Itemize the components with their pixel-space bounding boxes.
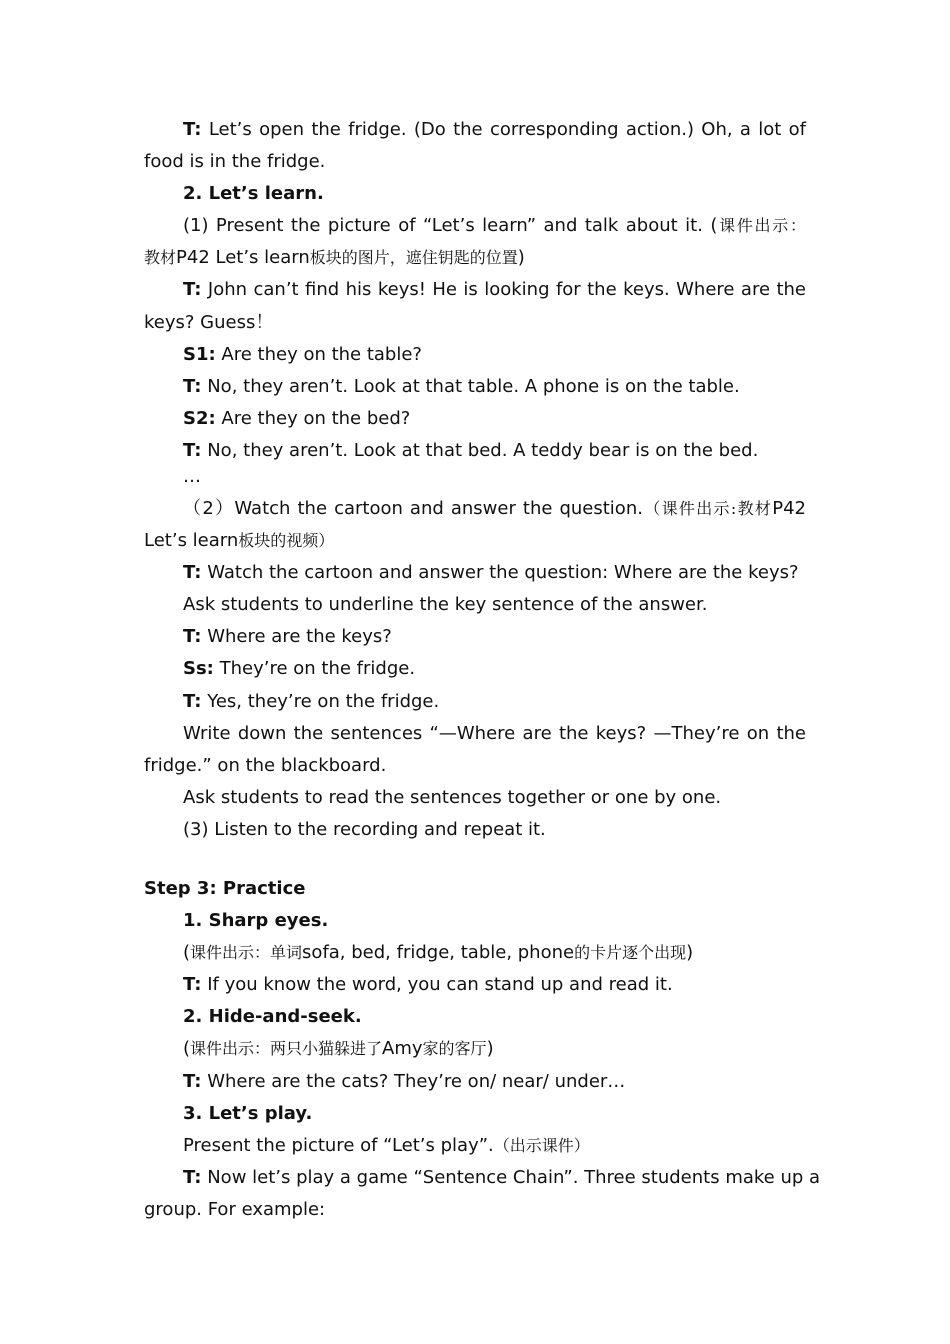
line-text-chinese: 板块的视频） [238, 531, 335, 550]
line-text: P42 [772, 498, 806, 519]
text-line [183, 1070, 806, 1094]
speaker-label: T: [183, 119, 202, 140]
line-text: ) [517, 247, 525, 268]
line-text: Ask students to underline the key sentence of the answer. [183, 594, 708, 615]
section-heading: 3. Let’s play. [183, 1103, 313, 1124]
text-line [183, 657, 806, 681]
speaker-label: Ss: [183, 658, 214, 679]
speaker-label: S1: [183, 344, 216, 365]
line-text: Now let’s play a game “Sentence Chain”. Three students make up a [201, 1167, 821, 1188]
line-text: sofa, bed, fridge, table, phone [302, 942, 575, 963]
text-line [183, 118, 806, 142]
line-text: Present the picture of “Let’s play”. [183, 1135, 494, 1156]
line-text: Are they on the bed? [215, 408, 411, 429]
speaker-label: T: [183, 691, 202, 712]
line-text: John can’t find his keys! He is looking for the keys. Where are the [201, 279, 806, 300]
line-text: Let’s open the fridge. (Do the corresponding action.) Oh, a lot of [201, 119, 806, 140]
line-text: ) [486, 1038, 494, 1059]
line-text: … [183, 466, 201, 487]
text-line [183, 375, 806, 399]
line-text: ) [686, 942, 694, 963]
line-text: ( [183, 1038, 191, 1059]
speaker-label: T: [183, 440, 202, 461]
line-text: Write down the sentences “—Where are the keys? —They’re on the [183, 723, 806, 744]
text-line [144, 529, 806, 553]
text-line [183, 407, 806, 431]
section-heading: 2. Hide-and-seek. [183, 1006, 362, 1027]
text-line [183, 439, 806, 463]
text-line [183, 1037, 806, 1061]
text-line [183, 690, 806, 714]
line-text-chinese: （出示课件） [493, 1136, 590, 1155]
line-text: No, they aren’t. Look at that bed. A teddy bear is on the bed. [201, 440, 759, 461]
line-text: keys? Guess！ [144, 312, 274, 333]
line-text: food is in the fridge. [144, 151, 326, 172]
text-line [144, 754, 806, 778]
step-heading: Step 3: Practice [144, 878, 306, 899]
text-line [183, 973, 806, 997]
line-text: If you know the word, you can stand up and read it. [201, 974, 673, 995]
text-line [183, 818, 806, 842]
line-text-chinese: 板块的图片，遮住钥匙的位置 [309, 248, 518, 267]
line-text-chinese: 家的客厅 [422, 1039, 487, 1058]
line-text-chinese: 课件出示：两只小猫躲进了 [190, 1039, 383, 1058]
speaker-label: T: [183, 1071, 202, 1092]
line-text: Yes, they’re on the fridge. [201, 691, 440, 712]
text-line [144, 1198, 806, 1222]
line-text: Are they on the table? [215, 344, 422, 365]
line-text: They’re on the fridge. [213, 658, 416, 679]
text-line [183, 497, 806, 521]
text-line [183, 941, 806, 965]
speaker-label: T: [183, 279, 202, 300]
text-line [144, 150, 806, 174]
speaker-label: T: [183, 626, 202, 647]
speaker-label: T: [183, 376, 202, 397]
speaker-label: S2: [183, 408, 216, 429]
ellipsis-line [183, 465, 806, 489]
text-line [183, 786, 806, 810]
text-line [183, 1166, 821, 1190]
text-line [183, 593, 806, 617]
section-heading: 1. Sharp eyes. [183, 910, 329, 931]
line-text-chinese: 教材 [144, 248, 177, 267]
line-text: Let’s learn [144, 530, 239, 551]
line-text: (3) Listen to the recording and repeat it. [183, 819, 546, 840]
line-text: Amy [382, 1038, 423, 1059]
line-text-chinese: 的卡片逐个出现 [574, 943, 687, 962]
line-text: (1) Present the picture of “Let’s learn” and talk about it. ( [183, 215, 718, 236]
text-line [183, 722, 806, 746]
line-text: fridge.” on the blackboard. [144, 755, 387, 776]
line-text-chinese: 课件出示：单词 [190, 943, 303, 962]
speaker-label: T: [183, 562, 202, 583]
text-line [183, 561, 806, 585]
line-text: No, they aren’t. Look at that table. A phone is on the table. [201, 376, 740, 397]
text-line [183, 278, 806, 302]
speaker-label: T: [183, 1167, 202, 1188]
line-text: group. For example: [144, 1199, 326, 1220]
speaker-label: T: [183, 974, 202, 995]
line-text: （2）Watch the cartoon and answer the question. [183, 498, 643, 519]
line-text: Ask students to read the sentences together or one by one. [183, 787, 722, 808]
line-text: ( [183, 942, 191, 963]
text-line [144, 246, 806, 270]
line-text: P42 Let’s learn [176, 247, 310, 268]
line-text: Where are the cats? They’re on/ near/ under… [201, 1071, 626, 1092]
text-line [183, 625, 806, 649]
line-text-chinese: 课件出示： [717, 216, 806, 235]
line-text: Where are the keys? [201, 626, 392, 647]
line-text-chinese: （课件出示:教材 [642, 499, 773, 518]
text-line [183, 214, 806, 238]
text-line [183, 1134, 806, 1158]
text-line [183, 343, 806, 367]
text-line [144, 311, 806, 335]
section-heading: 2. Let’s learn. [183, 183, 324, 204]
line-text: Watch the cartoon and answer the question: Where are the keys? [201, 562, 799, 583]
